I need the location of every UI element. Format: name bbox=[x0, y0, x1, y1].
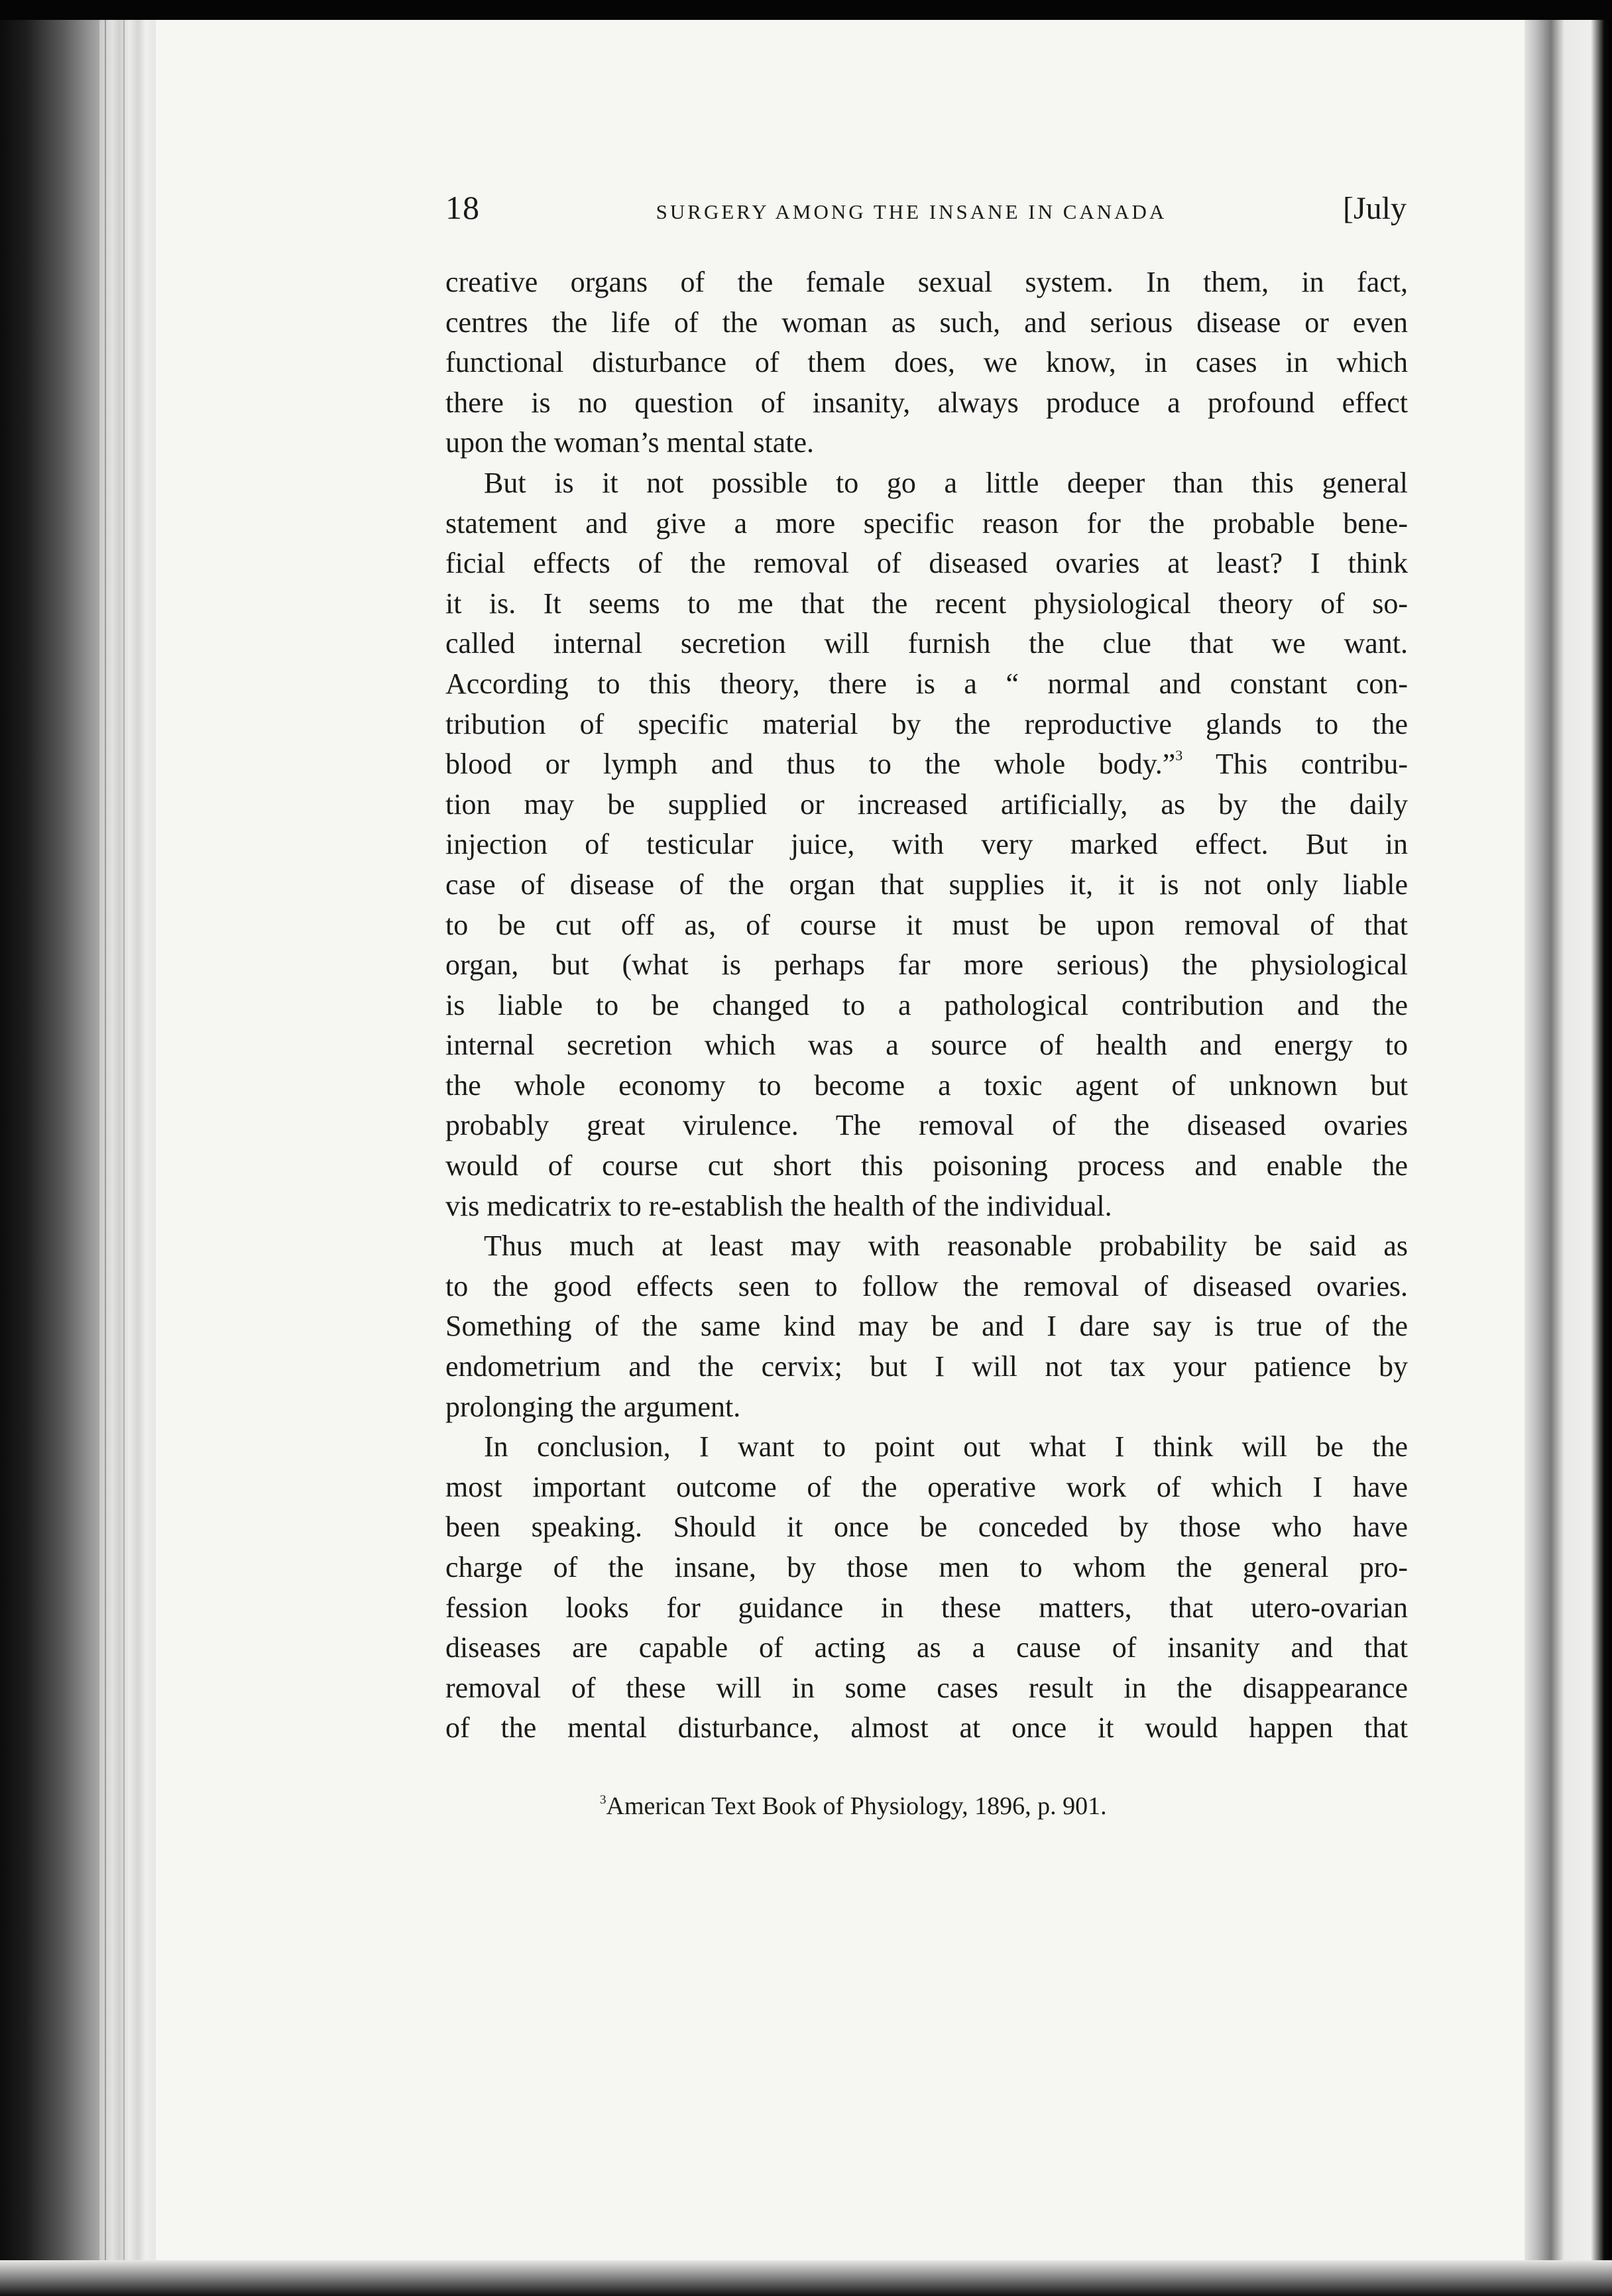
text-line: centres the life of the woman as such, and serious disease or even bbox=[445, 306, 1408, 339]
text-line: tribution of specific material by the reproductive glands to the bbox=[445, 707, 1408, 740]
text-line: organ, but (what is perhaps far more serious) the physiological bbox=[445, 948, 1408, 982]
text-line: removal of these will in some cases result in the disappearance bbox=[445, 1671, 1408, 1704]
text-line: charge of the insane, by those men to whom the general pro- bbox=[445, 1551, 1408, 1583]
scan-right-edge bbox=[1525, 0, 1612, 2296]
text-line: fession looks for guidance in these matters, that utero-ovarian bbox=[445, 1591, 1408, 1624]
footnote-marker: 3 bbox=[600, 1793, 606, 1807]
footnote bbox=[600, 1786, 1107, 1826]
text-line: the whole economy to become a toxic agent of unknown but bbox=[445, 1068, 1408, 1102]
text-line: it is. It seems to me that the recent physiological theory of so- bbox=[445, 587, 1408, 620]
line-text: blood or lymph and thus to the whole body.” bbox=[445, 748, 1176, 781]
paragraph bbox=[445, 1226, 1408, 1427]
running-title: SURGERY AMONG THE INSANE IN CANADA bbox=[656, 200, 1167, 223]
text-line: there is no question of insanity, always produce a profound effect bbox=[445, 386, 1408, 419]
paragraph bbox=[445, 1427, 1408, 1749]
footnote-reference: 3 bbox=[1175, 747, 1183, 764]
text-line: most important outcome of the operative work of which I have bbox=[445, 1470, 1408, 1503]
scan-binding-shadow bbox=[0, 0, 99, 2296]
running-date: [July bbox=[1342, 191, 1407, 226]
text-line: internal secretion which was a source of health and energy to bbox=[445, 1029, 1408, 1062]
text-line: been speaking. Should it once be conceded by those who have bbox=[445, 1511, 1408, 1544]
text-line: would of course cut short this poisoning process and enable the bbox=[445, 1149, 1408, 1182]
text-line: endometrium and the cervix; but I will not tax your patience by bbox=[445, 1350, 1408, 1383]
text-line: creative organs of the female sexual system. In them, in fact, bbox=[445, 266, 1408, 298]
text-line: upon the woman’s mental state. bbox=[445, 426, 814, 459]
text-line: called internal secretion will furnish the clue that we want. bbox=[445, 627, 1408, 660]
text-line: Something of the same kind may be and I dare say is true of the bbox=[445, 1310, 1408, 1343]
text-line: vis medicatrix to re-establish the health of the individual. bbox=[445, 1189, 1112, 1222]
scan-bottom-edge bbox=[0, 2260, 1612, 2296]
text-line: ficial effects of the removal of diseased ovaries at least? I think bbox=[445, 547, 1408, 580]
text-line: Thus much at least may with reasonable probability be said as bbox=[484, 1230, 1408, 1263]
text-line: case of disease of the organ that supplies it, it is not only liable bbox=[445, 868, 1408, 901]
text-line: is liable to be changed to a pathological contribution and the bbox=[445, 988, 1408, 1021]
paragraph bbox=[445, 262, 1408, 463]
text-line: diseases are capable of acting as a cause of insanity and that bbox=[445, 1631, 1408, 1664]
page-number: 18 bbox=[445, 189, 480, 226]
line-text-tail: This contribu- bbox=[1182, 748, 1408, 781]
text-line: In conclusion, I want to point out what I think will be the bbox=[484, 1430, 1408, 1464]
text-line: prolonging the argument. bbox=[445, 1390, 741, 1423]
running-head bbox=[445, 188, 1407, 235]
scan-page-stack bbox=[99, 0, 156, 2296]
footnote-text: American Text Book of Physiology, 1896, p. 901. bbox=[606, 1792, 1107, 1820]
body-text bbox=[445, 262, 1408, 1749]
text-line-with-footnote-ref bbox=[445, 744, 1408, 785]
text-line: to be cut off as, of course it must be upon removal of that bbox=[445, 908, 1408, 941]
text-line: But is it not possible to go a little deeper than this general bbox=[484, 466, 1408, 499]
text-line: tion may be supplied or increased artificially, as by the daily bbox=[445, 787, 1408, 821]
scan-top-edge bbox=[0, 0, 1612, 20]
text-line: statement and give a more specific reason for the probable bene- bbox=[445, 506, 1408, 540]
text-line: injection of testicular juice, with very marked effect. But in bbox=[445, 828, 1408, 861]
text-line: functional disturbance of them does, we know, in cases in which bbox=[445, 346, 1408, 379]
text-line: According to this theory, there is a “ normal and constant con- bbox=[445, 667, 1408, 700]
text-line: of the mental disturbance, almost at once it would happen that bbox=[445, 1711, 1408, 1745]
text-line: to the good effects seen to follow the removal of diseased ovaries. bbox=[445, 1269, 1408, 1302]
text-line: probably great virulence. The removal of the diseased ovaries bbox=[445, 1109, 1408, 1142]
paragraph bbox=[445, 463, 1408, 1226]
